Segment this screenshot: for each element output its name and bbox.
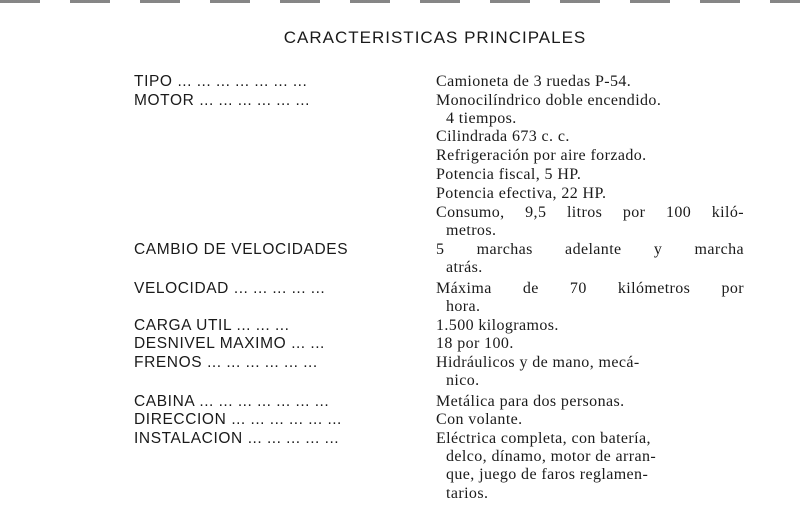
spec-value-line: que, juego de faros reglamen- <box>446 466 649 484</box>
spec-value-line: Monocilíndrico doble encendido. <box>436 92 662 109</box>
spec-value-line: Con volante. <box>436 411 523 428</box>
spec-label <box>134 317 289 335</box>
leader-dots: ... ... <box>291 335 325 352</box>
spec-value-line: Eléctrica completa, con batería, <box>436 430 651 447</box>
page-title: CARACTERISTICAS PRINCIPALES <box>283 28 587 47</box>
spec-label-text: DIRECCION <box>134 411 227 428</box>
spec-value <box>436 128 744 146</box>
spec-value-line: Refrigeración por aire forzado. <box>436 147 647 164</box>
spec-value <box>436 280 744 316</box>
spec-label-text: TIPO <box>134 73 173 90</box>
spec-label <box>134 354 318 372</box>
leader-dots: ... ... ... <box>236 317 290 334</box>
spec-value-line: Camioneta de 3 ruedas P-54. <box>436 73 632 90</box>
spec-label-text: INSTALACION <box>134 430 243 447</box>
leader-dots: ... ... ... ... ... ... ... <box>177 73 308 90</box>
spec-value-line: Metálica para dos personas. <box>436 393 625 410</box>
spec-value-line: hora. <box>446 298 481 316</box>
spec-label <box>134 393 329 411</box>
spec-value-line: Consumo, 9,5 litros por 100 kiló- <box>436 204 744 221</box>
spec-value-line: metros. <box>446 222 497 240</box>
leader-dots: ... ... ... ... ... ... <box>199 92 310 109</box>
spec-value <box>436 411 744 429</box>
spec-value-line: tarios. <box>446 484 489 502</box>
leader-dots: ... ... ... ... ... <box>247 430 340 447</box>
spec-value <box>436 73 744 91</box>
spec-value <box>436 317 744 335</box>
spec-value <box>436 166 744 184</box>
spec-label <box>134 430 339 448</box>
spec-label <box>134 241 348 259</box>
spec-value-line: 1.500 kilogramos. <box>436 317 559 334</box>
spec-value <box>436 393 744 411</box>
spec-value-line: 5 marchas adelante y marcha <box>436 241 744 258</box>
spec-value-line: Máxima de 70 kilómetros por <box>436 280 744 297</box>
spec-value <box>436 147 744 165</box>
spec-value-line: Potencia efectiva, 22 HP. <box>436 185 607 202</box>
spec-value-line: Cilindrada 673 c. c. <box>436 128 570 145</box>
spec-value-line: nico. <box>446 372 480 390</box>
spec-value <box>436 241 744 277</box>
leader-dots: ... ... ... ... ... ... <box>231 411 342 428</box>
spec-label-text: FRENOS <box>134 354 203 371</box>
spec-value <box>436 335 744 353</box>
spec-value <box>436 185 744 203</box>
spec-label-text: VELOCIDAD <box>134 280 229 297</box>
spec-label <box>134 280 325 298</box>
spec-label-text: CARGA UTIL <box>134 317 232 334</box>
leader-dots: ... ... ... ... ... ... <box>207 354 318 371</box>
spec-label-text: MOTOR <box>134 92 195 109</box>
spec-label <box>134 411 342 429</box>
spec-value-line: 4 tiempos. <box>446 110 517 128</box>
leader-dots: ... ... ... ... ... <box>233 280 326 297</box>
spec-value <box>436 354 744 390</box>
spec-label-text: CABINA <box>134 393 195 410</box>
leader-dots: ... ... ... ... ... ... ... <box>199 393 330 410</box>
spec-value-line: Potencia fiscal, 5 HP. <box>436 166 582 183</box>
spec-label <box>134 92 310 110</box>
spec-value-line: 18 por 100. <box>436 335 514 352</box>
spec-label <box>134 335 325 353</box>
spec-value <box>436 92 744 128</box>
spec-value <box>436 430 744 503</box>
spec-label-text: CAMBIO DE VELOCIDADES <box>134 241 349 258</box>
spec-value-line: delco, dínamo, motor de arran- <box>446 448 657 466</box>
spec-value-line: Hidráulicos y de mano, mecá- <box>436 354 640 371</box>
spec-label <box>134 73 307 91</box>
spec-label-text: DESNIVEL MAXIMO <box>134 335 287 352</box>
spec-value-line: atrás. <box>446 259 483 277</box>
spec-value <box>436 204 744 240</box>
top-edge-decoration <box>0 0 800 3</box>
